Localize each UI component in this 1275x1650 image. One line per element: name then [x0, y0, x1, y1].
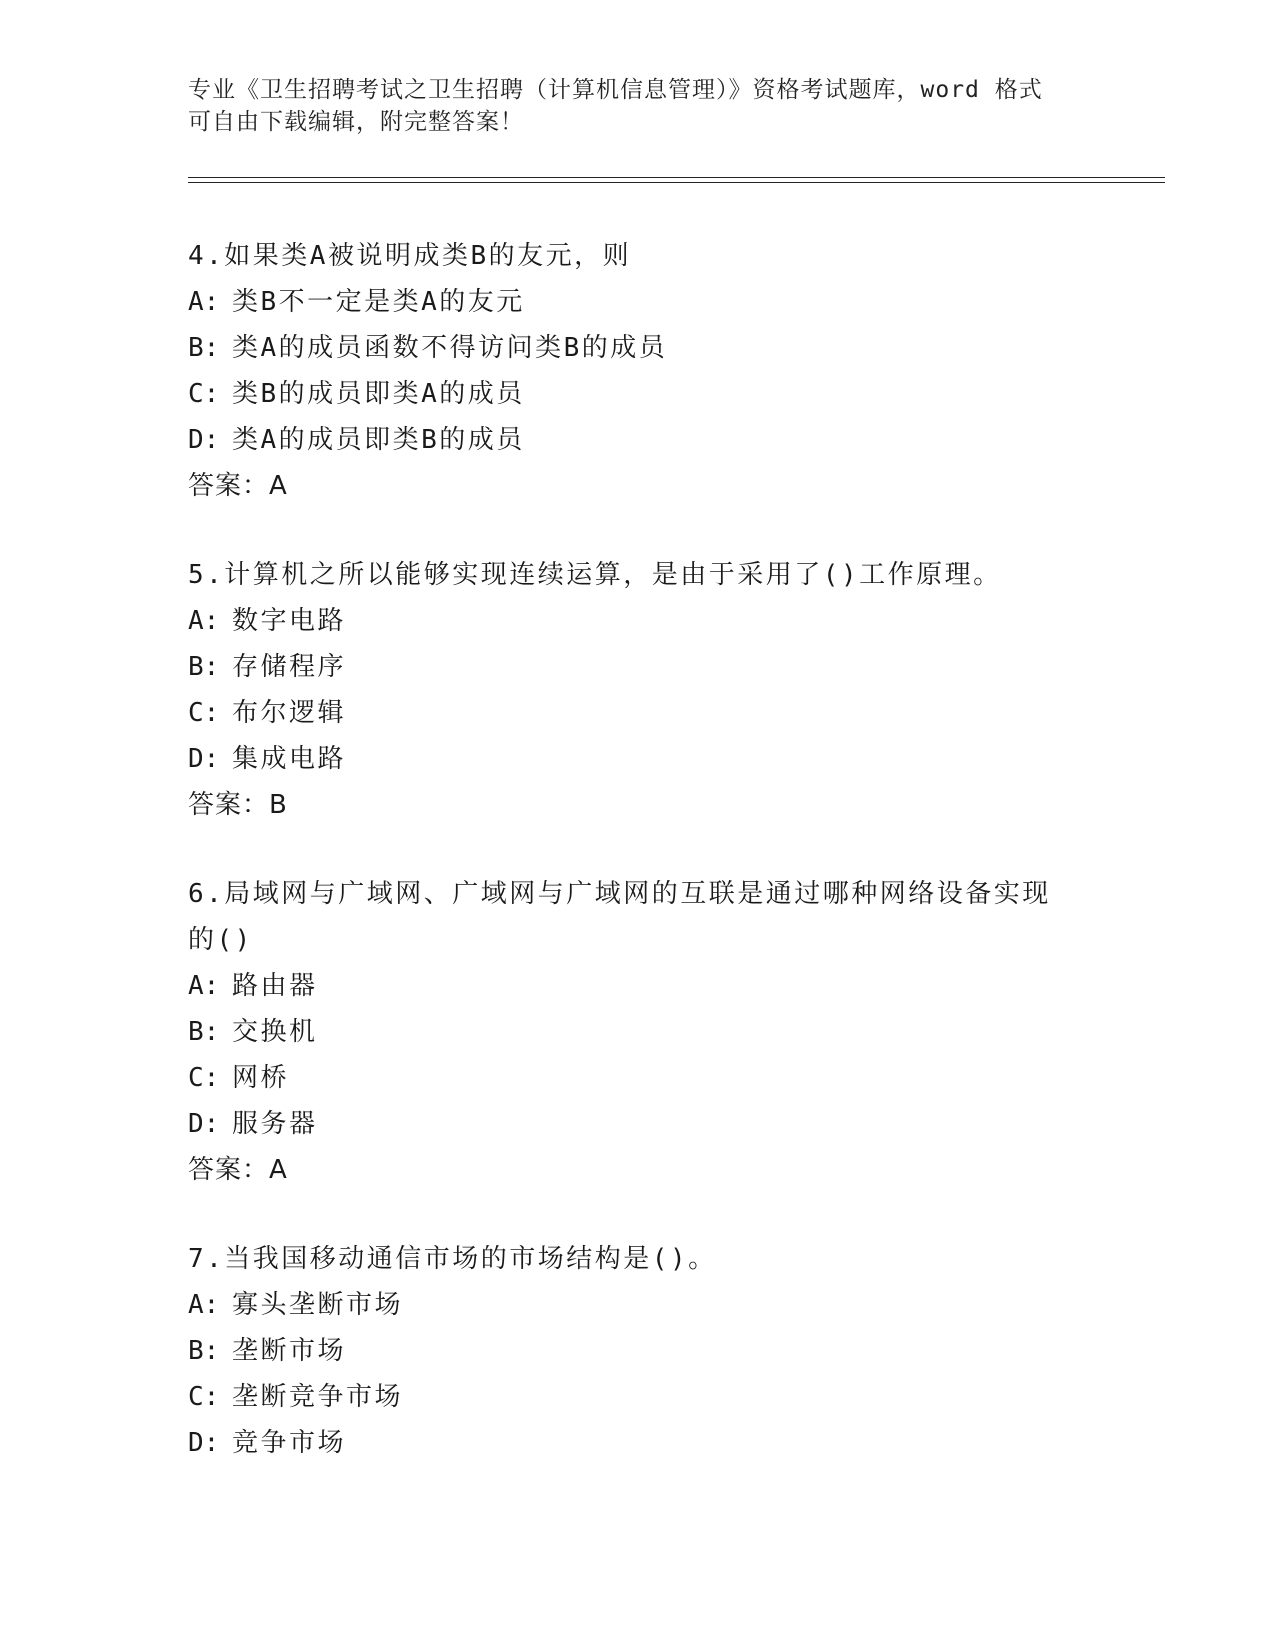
option-text: 竞争市场	[232, 1428, 347, 1458]
option-b	[188, 325, 1088, 371]
option-text: 服务器	[232, 1109, 318, 1139]
option-text: 垄断竞争市场	[232, 1382, 404, 1412]
option-text: 类A的成员即类B的成员	[232, 425, 525, 455]
header-divider-top	[188, 177, 1165, 178]
option-text: 类A的成员函数不得访问类B的成员	[232, 333, 668, 363]
answer-line: 答案：A	[188, 1155, 288, 1185]
option-letter: B:	[188, 333, 220, 363]
answer-line: 答案：A	[188, 471, 288, 501]
option-text: 数字电路	[232, 606, 347, 636]
question-5	[188, 552, 1088, 828]
option-letter: A:	[188, 1290, 220, 1320]
option-letter: D:	[188, 744, 220, 774]
question-stem: 4.如果类A被说明成类B的友元，则	[188, 241, 632, 271]
option-text: 类B的成员即类A的成员	[232, 379, 525, 409]
option-text: 类B不一定是类A的友元	[232, 287, 525, 317]
option-c	[188, 690, 1088, 736]
option-b	[188, 1009, 1088, 1055]
option-text: 网桥	[232, 1063, 290, 1093]
question-stem: 5.计算机之所以能够实现连续运算，是由于采用了()工作原理。	[188, 560, 1002, 590]
option-letter: A:	[188, 606, 220, 636]
option-text: 垄断市场	[232, 1336, 347, 1366]
option-b	[188, 644, 1088, 690]
option-text: 路由器	[232, 971, 318, 1001]
option-c	[188, 1374, 1088, 1420]
option-d	[188, 417, 1088, 463]
option-text: 寡头垄断市场	[232, 1290, 404, 1320]
option-letter: C:	[188, 1063, 220, 1093]
option-letter: B:	[188, 652, 220, 682]
option-letter: B:	[188, 1336, 220, 1366]
option-text: 交换机	[232, 1017, 318, 1047]
question-list	[188, 233, 1088, 1509]
header-line-1: 专业《卫生招聘考试之卫生招聘（计算机信息管理）》资格考试题库，word 格式	[188, 77, 1043, 103]
question-7	[188, 1236, 1088, 1466]
header-divider-bottom	[188, 182, 1165, 183]
option-letter: D:	[188, 1109, 220, 1139]
option-letter: C:	[188, 379, 220, 409]
question-6	[188, 871, 1088, 1193]
option-letter: C:	[188, 698, 220, 728]
option-a	[188, 598, 1088, 644]
option-letter: B:	[188, 1017, 220, 1047]
option-b	[188, 1328, 1088, 1374]
option-d	[188, 1420, 1088, 1466]
option-a	[188, 963, 1088, 1009]
option-letter: D:	[188, 425, 220, 455]
option-a	[188, 279, 1088, 325]
option-letter: D:	[188, 1428, 220, 1458]
option-d	[188, 1101, 1088, 1147]
question-stem: 6.局域网与广域网、广域网与广域网的互联是通过哪种网络设备实现的()	[188, 879, 1051, 955]
option-text: 集成电路	[232, 744, 347, 774]
header-line-2: 可自由下载编辑，附完整答案！	[188, 109, 524, 135]
option-d	[188, 736, 1088, 782]
option-letter: C:	[188, 1382, 220, 1412]
option-c	[188, 371, 1088, 417]
option-c	[188, 1055, 1088, 1101]
question-4	[188, 233, 1088, 509]
answer-line: 答案：B	[188, 790, 288, 820]
question-stem: 7.当我国移动通信市场的市场结构是()。	[188, 1244, 717, 1274]
option-letter: A:	[188, 287, 220, 317]
document-header	[188, 74, 1088, 138]
option-a	[188, 1282, 1088, 1328]
option-text: 存储程序	[232, 652, 347, 682]
option-text: 布尔逻辑	[232, 698, 347, 728]
option-letter: A:	[188, 971, 220, 1001]
